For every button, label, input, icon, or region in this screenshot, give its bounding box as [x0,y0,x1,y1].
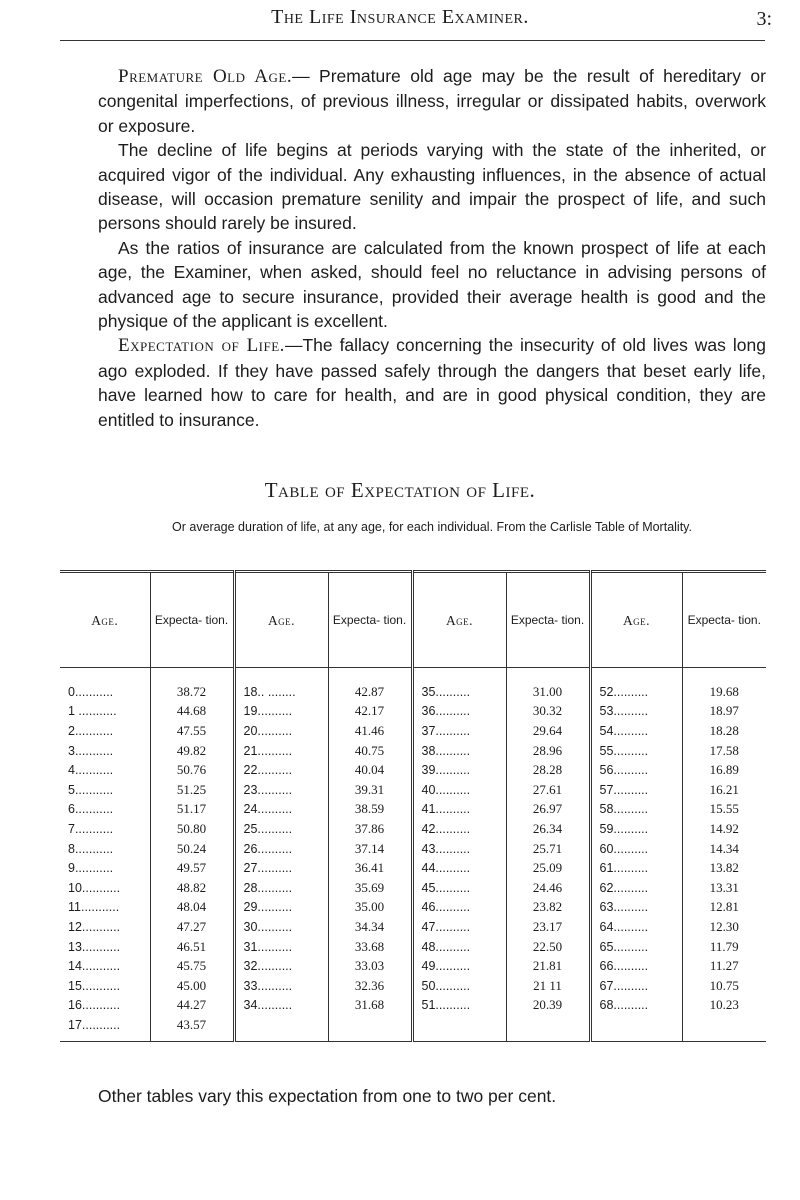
expectation-cell: 40.75 [328,741,412,761]
expectation-cell: 33.68 [328,937,412,957]
expectation-cell: 19.68 [709,683,739,699]
age-cell: 6........... [60,800,150,820]
expectation-cell: 31.00 [506,668,590,702]
expectation-cell: 20.39 [506,996,590,1016]
age-cell: 32.......... [234,956,328,976]
expectation-cell: 44.27 [150,996,234,1016]
age-cell: 7........... [60,819,150,839]
expectation-cell: 14.34 [709,840,739,856]
expectation-cell: 21.81 [506,956,590,976]
table-row [60,780,766,800]
expectation-cell: 42.87 [328,668,412,702]
table-row [60,937,766,957]
age-cell [412,1015,506,1041]
age-cell: 68.......... [590,996,682,1016]
age-cell: 17........... [60,1015,150,1041]
expectation-cell: 35.00 [328,898,412,918]
table-row [60,917,766,937]
expectation-cell: 50.80 [150,819,234,839]
age-cell [234,1015,328,1041]
expectation-cell: 34.34 [328,917,412,937]
age-cell: 42.......... [412,819,506,839]
expectation-cell: 49.82 [150,741,234,761]
expectation-cell: 16.89 [709,762,739,778]
expectation-cell: 26.97 [506,800,590,820]
expectation-cell: 46.51 [150,937,234,957]
age-cell: 49.......... [412,956,506,976]
expectation-cell: 49.57 [150,858,234,878]
age-cell: 64.......... [590,917,682,937]
table-row [60,956,766,976]
age-cell: 59.......... [590,819,682,839]
age-cell: 54.......... [590,721,682,741]
age-cell: 4........... [60,760,150,780]
age-cell: 1 ........... [60,702,150,722]
body-text [98,64,766,432]
expectation-cell: 12.81 [709,899,739,915]
expectation-cell: 29.64 [506,721,590,741]
age-cell: 46.......... [412,898,506,918]
expectation-cell [328,1015,412,1041]
age-cell: 22.......... [234,760,328,780]
age-cell: 45.......... [412,878,506,898]
age-cell: 50.......... [412,976,506,996]
expectation-cell: 10.23 [709,997,739,1013]
expectation-cell: 23.17 [506,917,590,937]
expectation-cell: 18.97 [709,703,739,719]
age-cell: 62.......... [590,878,682,898]
table-row [60,1015,766,1041]
paragraph-ratios: As the ratios of insurance are calculated from the known prospect of life at each age, the Examiner, when asked, should feel no reluctance in advising persons of advanced age to secure insurance, provided their average health is good and the physique of the applicant is excellent. [98,237,766,332]
expectation-cell [682,1015,766,1041]
age-cell: 35.......... [412,668,506,702]
table-row [60,839,766,859]
age-cell: 41.......... [412,800,506,820]
header-age: Age. [412,572,506,668]
expectation-cell: 39.31 [328,780,412,800]
age-cell: 30.......... [234,917,328,937]
expectation-cell: 50.76 [150,760,234,780]
expectation-cell: 51.25 [150,780,234,800]
age-cell: 15........... [60,976,150,996]
age-cell [590,1015,682,1041]
table-row [60,878,766,898]
age-cell: 48.......... [412,937,506,957]
age-cell: 47.......... [412,917,506,937]
age-cell: 52.......... [590,668,682,702]
table-row [60,819,766,839]
expectation-cell: 17.58 [709,742,739,758]
expectation-cell: 41.46 [328,721,412,741]
age-cell: 63.......... [590,898,682,918]
table-row [60,702,766,722]
expectation-cell: 44.68 [150,702,234,722]
expectation-cell: 24.46 [506,878,590,898]
footer-note: Other tables vary this expectation from one to two per cent. [98,1086,557,1106]
expectation-cell: 14.92 [709,820,739,836]
table-row [60,721,766,741]
age-cell: 33.......... [234,976,328,996]
expectation-cell: 45.00 [150,976,234,996]
age-cell: 67.......... [590,976,682,996]
expectation-cell: 21 11 [506,976,590,996]
paragraph-premature-old-age-body: — Premature old age may be the result of hereditary or congenital imperfections, of previous illness, irregular or dissipated habits, overwork or exposure. [98,66,766,136]
age-cell: 43.......... [412,839,506,859]
expectation-cell: 15.55 [709,801,739,817]
age-cell: 25.......... [234,819,328,839]
age-cell: 3........... [60,741,150,761]
table-row [60,668,766,702]
age-cell: 18.. ........ [234,668,328,702]
age-cell: 44.......... [412,858,506,878]
expectation-cell: 45.75 [150,956,234,976]
age-cell: 53.......... [590,702,682,722]
header-rule [60,40,765,41]
expectation-cell: 11.79 [709,938,739,954]
age-cell: 28.......... [234,878,328,898]
header-age: Age. [234,572,328,668]
expectation-cell: 30.32 [506,702,590,722]
expectation-cell: 37.86 [328,819,412,839]
table-row [60,741,766,761]
age-cell: 57.......... [590,780,682,800]
age-cell: 2........... [60,721,150,741]
age-cell: 23.......... [234,780,328,800]
age-cell: 56.......... [590,760,682,780]
age-cell: 8........... [60,839,150,859]
expectation-cell: 38.59 [328,800,412,820]
expectation-cell: 28.96 [506,741,590,761]
age-cell: 31.......... [234,937,328,957]
expectation-cell: 10.75 [709,977,739,993]
age-cell: 51.......... [412,996,506,1016]
age-cell: 60.......... [590,839,682,859]
age-cell: 27.......... [234,858,328,878]
age-cell: 24.......... [234,800,328,820]
paragraph-expectation-body: —The fallacy concerning the insecurity of old lives was long ago exploded. If they have passed safely through the dangers that beset early life, have learned how to care for health, and are in good physical condition, they are entitled to insurance. [98,335,766,430]
expectation-cell: 42.17 [328,702,412,722]
expectation-cell: 22.50 [506,937,590,957]
table-row [60,800,766,820]
age-cell: 65.......... [590,937,682,957]
expectation-cell: 35.69 [328,878,412,898]
expectation-cell: 16.21 [709,781,739,797]
expectation-cell: 27.61 [506,780,590,800]
table-row [60,858,766,878]
paragraph-premature-old-age [98,64,766,138]
age-cell: 21.......... [234,741,328,761]
expectation-table [60,570,766,1042]
expectation-cell: 12.30 [709,918,739,934]
age-cell: 13........... [60,937,150,957]
expectation-cell: 23.82 [506,898,590,918]
expectation-cell: 13.82 [709,860,739,876]
expectation-cell: 48.82 [150,878,234,898]
paragraph-expectation [98,333,766,432]
age-cell: 58.......... [590,800,682,820]
age-cell: 55.......... [590,741,682,761]
table-row [60,976,766,996]
age-cell: 12........... [60,917,150,937]
expectation-cell: 50.24 [150,839,234,859]
table-row [60,996,766,1016]
expectation-cell: 25.71 [506,839,590,859]
age-cell: 34.......... [234,996,328,1016]
age-cell: 29.......... [234,898,328,918]
age-cell: 26.......... [234,839,328,859]
age-cell: 38.......... [412,741,506,761]
age-cell: 16........... [60,996,150,1016]
expectation-cell: 33.03 [328,956,412,976]
age-cell: 5........... [60,780,150,800]
header-age: Age. [590,572,682,668]
age-cell: 20.......... [234,721,328,741]
expectation-cell: 38.72 [150,668,234,702]
age-cell: 39.......... [412,760,506,780]
age-cell: 0........... [60,668,150,702]
table-subtitle: Or average duration of life, at any age, for each individual. From the Carlisle Table of Mortality. [172,520,692,534]
age-cell: 19.......... [234,702,328,722]
expectation-cell: 36.41 [328,858,412,878]
heading-expectation-of-life: Expectation of Life. [118,335,285,357]
age-cell: 9........... [60,858,150,878]
paragraph-decline-of-life: The decline of life begins at periods varying with the state of the inherited, or acquired vigor of the individual. Any exhausting influences, in the absence of actual disease, will occasion premature senility and impair the prospect of life, and such persons should rarely be insured. [98,140,766,234]
table-header-row [60,572,766,668]
table-title: Table of Expectation of Life. [264,478,536,502]
running-head: The Life Insurance Examiner. [271,6,529,28]
expectation-cell: 32.36 [328,976,412,996]
expectation-cell: 48.04 [150,898,234,918]
age-cell: 37.......... [412,721,506,741]
expectation-cell: 26.34 [506,819,590,839]
expectation-cell: 18.28 [709,722,739,738]
expectation-cell: 51.17 [150,800,234,820]
age-cell: 10........... [60,878,150,898]
expectation-cell: 40.04 [328,760,412,780]
page-number: 3: [756,8,772,30]
heading-premature-old-age: Premature Old Age. [118,66,293,87]
expectation-cell: 28.28 [506,760,590,780]
header-expectation: Expecta- tion. [682,572,766,668]
expectation-cell: 31.68 [328,996,412,1016]
age-cell: 40.......... [412,780,506,800]
table-row [60,898,766,918]
expectation-cell: 37.14 [328,839,412,859]
age-cell: 14........... [60,956,150,976]
header-expectation: Expecta- tion. [150,572,234,668]
expectation-cell: 47.55 [150,721,234,741]
expectation-cell: 11.27 [709,958,739,974]
age-cell: 66.......... [590,956,682,976]
age-cell: 61.......... [590,858,682,878]
table-body [60,668,766,1042]
header-age: Age. [60,572,150,668]
expectation-cell: 25.09 [506,858,590,878]
header-expectation: Expecta- tion. [506,572,590,668]
expectation-table-container [60,570,766,1042]
expectation-cell [506,1015,590,1041]
table-row [60,760,766,780]
age-cell: 36.......... [412,702,506,722]
expectation-cell: 43.57 [150,1015,234,1041]
age-cell: 11........... [60,898,150,918]
expectation-cell: 47.27 [150,917,234,937]
expectation-cell: 13.31 [709,879,739,895]
header-expectation: Expecta- tion. [328,572,412,668]
